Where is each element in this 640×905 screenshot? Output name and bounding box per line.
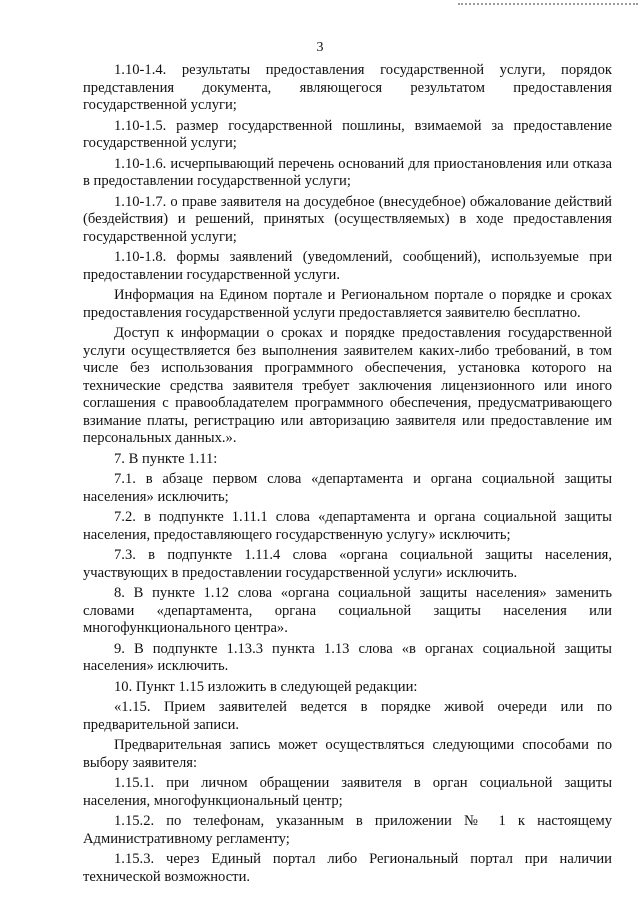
paragraph-item-9: 9. В подпункте 1.13.3 пункта 1.13 слова «в органах социальной защиты населения» исключить.: [83, 640, 612, 674]
paragraph-item-7-1: 7.1. в абзаце первом слова «департамента и органа социальной защиты населения» исключить;: [83, 471, 612, 505]
document-body: [83, 62, 612, 889]
paragraph-portal-info: Информация на Едином портале и Региональном портале о порядке и сроках предоставления государственной услуги предоставляется заявителю бесплатно.: [83, 287, 612, 321]
paragraph-1-15-2: 1.15.2. по телефонам, указанным в приложении № 1 к настоящему Административному регламенту;: [83, 813, 612, 847]
scan-edge-mark: [458, 3, 638, 5]
page-number: 3: [316, 40, 324, 55]
paragraph-pre-registration: Предварительная запись может осуществляться следующими способами по выбору заявителя:: [83, 737, 612, 771]
paragraph-1-15-3: 1.15.3. через Единый портал либо Региональный портал при наличии технической возможности.: [83, 851, 612, 885]
paragraph-1-15: «1.15. Прием заявителей ведется в порядке живой очереди или по предварительной записи.: [83, 699, 612, 733]
paragraph-access-info: Доступ к информации о сроках и порядке предоставления государственной услуги осуществляется без выполнения заявителем каких-либо требований, в том числе без использования программного обеспечения, установка которого на технические средства заявителя требует заключения лицензионного или иного соглашения с правообладателем программного обеспечения, предусматривающего взимание платы, регистрацию или авторизацию заявителя или предоставление им персональных данных.».: [83, 325, 612, 446]
paragraph-item-7-2: 7.2. в подпункте 1.11.1 слова «департамента и органа социальной защиты населения, предоставляющего государственную услугу» исключить;: [83, 509, 612, 543]
paragraph-item-10: 10. Пункт 1.15 изложить в следующей редакции:: [114, 678, 418, 695]
paragraph-1-10-1-6: 1.10-1.6. исчерпывающий перечень оснований для приостановления или отказа в предоставлении государственной услуги;: [83, 155, 612, 189]
paragraph-1-10-1-8: 1.10-1.8. формы заявлений (уведомлений, сообщений), используемые при предоставлении государственной услуги.: [83, 249, 612, 283]
paragraph-item-8: 8. В пункте 1.12 слова «органа социальной защиты населения» заменить словами «департамента, органа социальной защиты населения или многофункционального центра».: [83, 585, 612, 636]
paragraph-item-7-3: 7.3. в подпункте 1.11.4 слова «органа социальной защиты населения, участвующих в предоставлении государственной услуги» исключить.: [83, 547, 612, 581]
paragraph-1-15-1: 1.15.1. при личном обращении заявителя в орган социальной защиты населения, многофункциональный центр;: [83, 775, 612, 809]
paragraph-item-7: 7. В пункте 1.11:: [114, 450, 218, 467]
paragraph-1-10-1-4: 1.10-1.4. результаты предоставления государственной услуги, порядок представления документа, являющегося результатом предоставления государственной услуги;: [83, 62, 612, 113]
paragraph-1-10-1-5: 1.10-1.5. размер государственной пошлины, взимаемой за предоставление государственной услуги;: [83, 117, 612, 151]
paragraph-1-10-1-7: 1.10-1.7. о праве заявителя на досудебное (внесудебное) обжалование действий (бездействия) и решений, принятых (осуществляемых) в ходе предоставления государственной услуги;: [83, 193, 612, 245]
